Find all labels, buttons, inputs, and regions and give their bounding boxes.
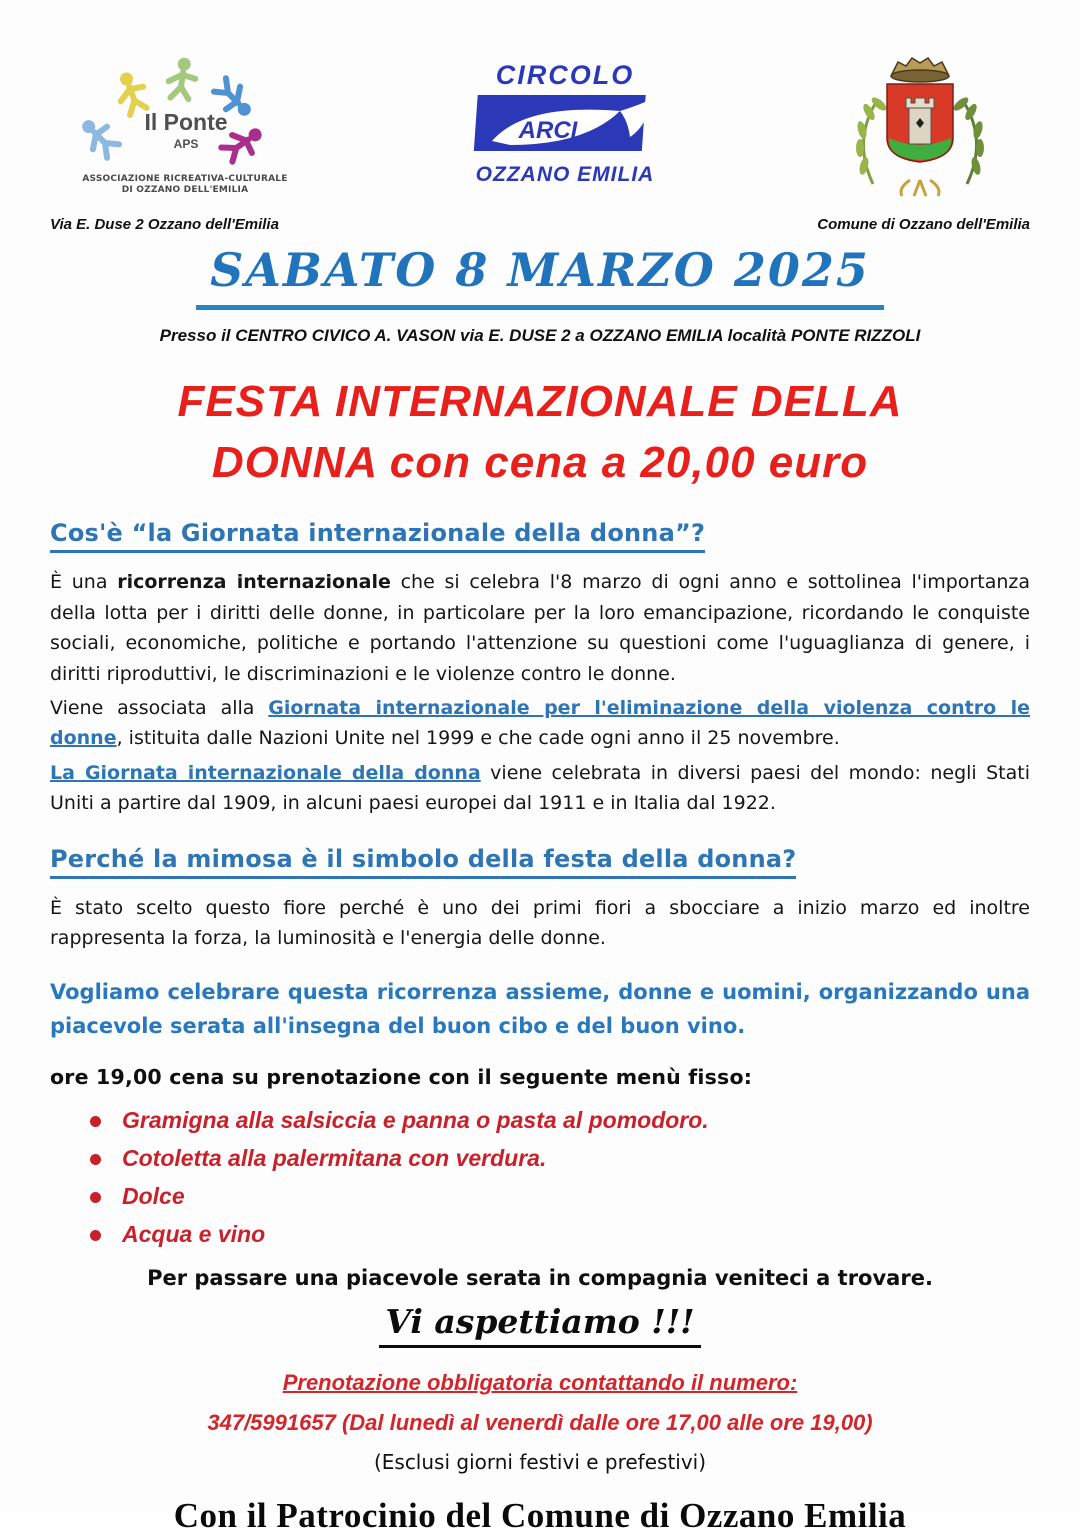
- section-mimosa: [50, 819, 1030, 954]
- ponte-logo: [50, 52, 320, 197]
- womens-day-link[interactable]: La Giornata internazionale della donna: [50, 761, 481, 784]
- what-p1-pre: È una: [50, 571, 118, 594]
- what-p3-post: viene celebrata in diversi paesi del mondo: negli Stati Uniti a partire dal 1909, in alcuni paesi europei dal 1911 e in Italia dal 1922.: [50, 761, 1031, 815]
- booking-phone-line: 347/5991657 (Dal lunedì al venerdì dalle ore 17,00 alle ore 19,00): [207, 1410, 873, 1436]
- menu-item: Cotoletta alla palermitana con verdura.: [90, 1147, 1030, 1170]
- event-title-line2: DONNA con cena a 20,00 euro: [211, 437, 869, 487]
- date-title-wrap: [50, 243, 1030, 310]
- menu-list: [50, 1109, 1030, 1246]
- ponte-caption-line2: DI OZZANO DELL'EMILIA: [121, 185, 249, 196]
- what-paragraph-1: [50, 567, 1030, 689]
- dancing-figures-icon: [70, 52, 300, 170]
- date-title: SABATO 8 MARZO 2025: [196, 243, 884, 310]
- what-paragraph-2: [50, 693, 1030, 754]
- ponte-caption-line1: ASSOCIAZIONE RICREATIVA-CULTURALE: [82, 174, 288, 184]
- event-title-line1: FESTA INTERNAZIONALE DELLA: [177, 377, 903, 426]
- menu-item: Acqua e vino: [90, 1223, 1030, 1246]
- svg-text:ARCI: ARCI: [518, 117, 578, 144]
- arci-logo: [450, 60, 680, 187]
- section-what: [50, 493, 1030, 818]
- mimosa-paragraph: È stato scelto questo fiore perché è uno dei primi fiori a sbocciare a inizio marzo ed inoltre rappresenta la forza, la luminosità e l'energia delle donne.: [50, 896, 1030, 949]
- await-wrap: [50, 1302, 1030, 1348]
- patronage-line: Con il Patrocinio del Comune di Ozzano Emilia: [173, 1496, 907, 1536]
- await-line: Vi aspettiamo !!!: [379, 1302, 700, 1348]
- booking-excluded-line: (Esclusi giorni festivi e prefestivi): [373, 1450, 707, 1475]
- event-title: [50, 372, 1030, 493]
- what-p2-post: , istituita dalle Nazioni Unite nel 1999 e che cade ogni anno il 25 novembre.: [116, 727, 840, 750]
- comune-crest-icon: [810, 52, 1030, 204]
- what-p1-post: che si celebra l'8 marzo di ogni anno e sottolinea l'importanza della lotta per i diritti delle donne, in particolare per la loro emancipazione, ricordando le conquiste sociali, economiche, politiche e portando l'attenzione su questioni come l'uguaglianza di genere, i diritti riproduttivi, le discriminazioni e le violenze contro le donne.: [50, 571, 1030, 685]
- invite-paragraph: Vogliamo celebrare questa ricorrenza assieme, donne e uomini, organizzando una piacevole serata all'insegna del buon cibo e del buon vino.: [50, 980, 1030, 1039]
- mimosa-heading: Perché la mimosa è il simbolo della festa della donna?: [50, 845, 796, 879]
- svg-text:APS: APS: [173, 137, 199, 151]
- menu-item: Dolce: [90, 1185, 1030, 1208]
- violence-day-link[interactable]: Giornata internazionale per l'eliminazione della violenza contro le donne: [50, 697, 1030, 750]
- ponte-address: Via E. Duse 2 Ozzano dell'Emilia: [50, 216, 279, 233]
- menu-intro: ore 19,00 cena su prenotazione con il seguente menù fisso:: [50, 1065, 753, 1090]
- booking-heading: Prenotazione obbligatoria contattando il numero:: [282, 1370, 798, 1396]
- menu-item: Gramigna alla salsiccia e panna o pasta al pomodoro.: [90, 1109, 1030, 1132]
- arci-city-label: OZZANO EMILIA: [475, 163, 655, 186]
- header-logo-row: [50, 52, 1030, 202]
- what-heading: Cos'è “la Giornata internazionale della donna”?: [50, 519, 705, 553]
- arci-circolo-label: CIRCOLO: [495, 60, 635, 90]
- section-invite: [50, 975, 1030, 1348]
- what-p2-pre: Viene associata alla: [50, 697, 269, 719]
- venue-line: Presso il CENTRO CIVICO A. VASON via E. DUSE 2 a OZZANO EMILIA località PONTE RIZZOLI: [159, 326, 921, 345]
- closing-line: Per passare una piacevole serata in compagnia veniteci a trovare.: [147, 1266, 933, 1291]
- comune-caption: Comune di Ozzano dell'Emilia: [817, 216, 1030, 233]
- arci-swoosh-icon: [470, 91, 660, 157]
- what-p1-bold: ricorrenza internazionale: [117, 571, 391, 594]
- svg-text:Il Ponte: Il Ponte: [144, 109, 228, 135]
- section-booking: [50, 1370, 1030, 1436]
- what-paragraph-3: [50, 758, 1030, 819]
- caption-row: [50, 216, 1030, 233]
